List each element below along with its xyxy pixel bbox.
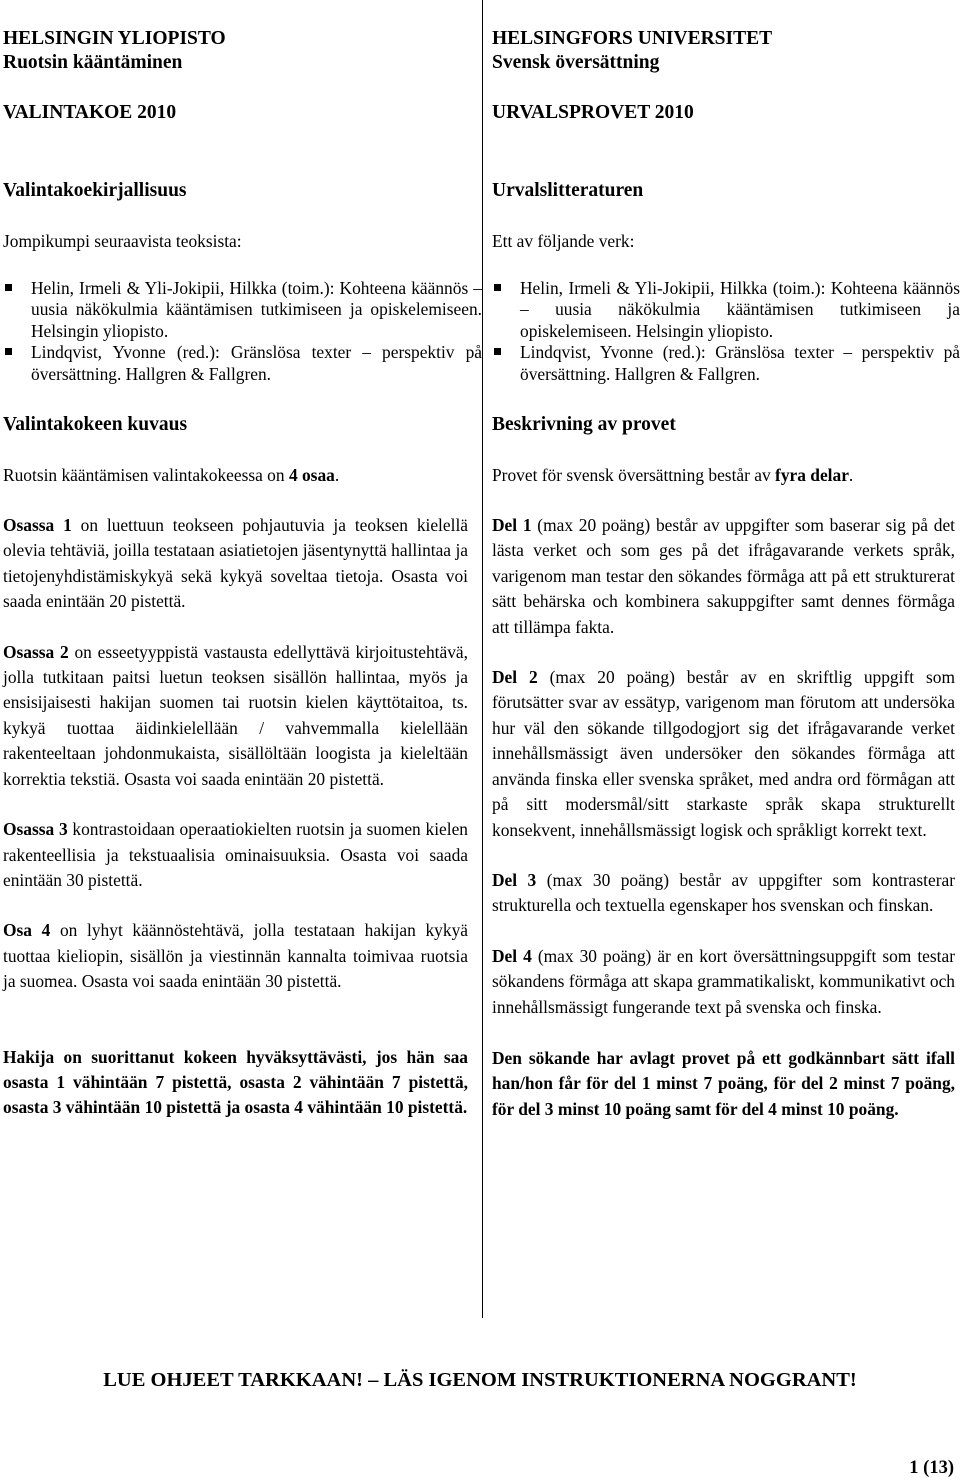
finnish-column <box>0 0 482 1318</box>
square-bullet-icon <box>5 284 12 291</box>
description-heading: Beskrivning av provet <box>492 414 676 436</box>
part-1-description: Del 1 (max 20 poäng) består av uppgifter som baserar sig på det lästa verket och som ges på det ifrågavarande verkets språk, varigenom man testar den sökandes förmåga att på ett strukturerat sätt behärska och kombinera sakuppgifter samt dennes förmåga att tillämpa fakta. <box>492 515 955 637</box>
page-number: 1 (13) <box>909 1458 954 1478</box>
exam-title: URVALSPROVET 2010 <box>492 102 694 123</box>
exam-title: VALINTAKOE 2010 <box>3 102 177 123</box>
department-name: Ruotsin kääntäminen <box>3 52 183 73</box>
part-2-description: Del 2 (max 20 poäng) består av en skriftlig uppgift som förutsätter svar av essätyp, varigenom man förutom att undersöka hur väl den sökande tillgodogjort sig det ifrågavarande verket innehållsmässigt även undersöker den sökandes förmåga att använda finska eller svenska språket, med andra ord förmågan att på sitt modersmål/sitt starkaste språk skapa strukturellt konsekvent, innehållsmässigt logisk och språkligt korrekt text. <box>492 667 955 840</box>
book-list <box>492 278 960 385</box>
book-list <box>3 278 482 385</box>
description-intro: Provet för svensk översättning består av fyra delar. <box>492 465 854 486</box>
literature-heading: Valintakoekirjallisuus <box>3 180 187 201</box>
instruction-banner: LUE OHJEET TARKKAAN! – LÄS IGENOM INSTRUKTIONERNA NOGGRANT! <box>103 1369 857 1391</box>
literature-intro: Ett av följande verk: <box>492 231 635 251</box>
square-bullet-icon <box>494 348 501 355</box>
part-2-description: Osassa 2 on esseetyyppistä vastausta edellyttävä kirjoitustehtävä, jolla tutkitaan paitsi luetun teoksen sisällön hallintaa, myös ja ensisijaisesti hakijan suomen tai ruotsin kielen käyttötaitoa, ts. kykyä tuottaa äidinkielellään / vahvemmalla kielellään rakenteeltaan johdonmukaista, sisällöltään loogista ja kieleltään korrektia tekstiä. Osasta voi saada enintään 20 pistettä. <box>3 641 468 789</box>
pass-requirement: Den sökande har avlagt provet på ett godkännbart sätt ifall han/hon får för del 1 minst 7 poäng, för del 2 minst 7 poäng, för del 3 minst 10 poäng samt för del 4 minst 10 poäng. <box>492 1047 955 1119</box>
description-intro: Ruotsin kääntämisen valintakokeessa on 4 osaa. <box>3 465 340 486</box>
department-name: Svensk översättning <box>492 52 660 73</box>
swedish-column <box>482 0 960 1318</box>
literature-heading: Urvalslitteraturen <box>492 180 644 201</box>
university-name: HELSINGIN YLIOPISTO <box>3 28 226 49</box>
list-item: Lindqvist, Yvonne (red.): Gränslösa texter – perspektiv på översättning. Hallgren & Fallgren. <box>492 342 960 385</box>
square-bullet-icon <box>5 348 12 355</box>
university-name: HELSINGFORS UNIVERSITET <box>492 28 773 49</box>
list-item: Helin, Irmeli & Yli-Jokipii, Hilkka (toim.): Kohteena käännös – uusia näkökulmia kääntämisen tutkimiseen ja opiskelemiseen. Helsingin yliopisto. <box>3 278 482 342</box>
part-4-description: Del 4 (max 30 poäng) är en kort översättningsuppgift som testar sökandens förmåga att skapa grammatikaliskt, kommunikativt och innehållsmässigt fungerande text på svenska och finska. <box>492 945 955 1017</box>
part-3-description: Del 3 (max 30 poäng) består av uppgifter som kontrasterar strukturella och textuella egenskaper hos svenskan och finskan. <box>492 869 956 916</box>
part-1-description: Osassa 1 on luettuun teokseen pohjautuvia ja teoksen kielellä olevia tehtäviä, joilla testataan asiatietojen jäsentynyttä hallintaa ja tietojenyhdistämiskykyä sekä kykyä soveltaa tietoja. Osasta voi saada enintään 20 pistettä. <box>3 515 468 612</box>
list-item: Helin, Irmeli & Yli-Jokipii, Hilkka (toim.): Kohteena käännös – uusia näkökulmia kääntämisen tutkimiseen ja opiskelemiseen. Helsingin yliopisto. <box>492 278 960 342</box>
square-bullet-icon <box>494 284 501 291</box>
part-4-description: Osa 4 on lyhyt käännöstehtävä, jolla testataan hakijan kykyä tuottaa kieliopin, sisällön ja viestinnän kannalta toimivaa ruotsia ja suomea. Osasta voi saada enintään 30 pistettä. <box>3 920 468 992</box>
part-3-description: Osassa 3 kontrastoidaan operaatiokielten ruotsin ja suomen kielen rakenteellisia ja tekstuaalisia ominaisuuksia. Osasta voi saada enintään 30 pistettä. <box>3 819 468 890</box>
list-item: Lindqvist, Yvonne (red.): Gränslösa texter – perspektiv på översättning. Hallgren & Fallgren. <box>3 342 482 385</box>
description-heading: Valintakokeen kuvaus <box>3 414 188 436</box>
pass-requirement: Hakija on suorittanut kokeen hyväksyttävästi, jos hän saa osasta 1 vähintään 7 pistettä, osasta 2 vähintään 7 pistettä, osasta 3 vähintään 10 pistettä ja osasta 4 vähintään 10 pistettä. <box>3 1046 468 1118</box>
literature-intro: Jompikumpi seuraavista teoksista: <box>3 231 242 251</box>
